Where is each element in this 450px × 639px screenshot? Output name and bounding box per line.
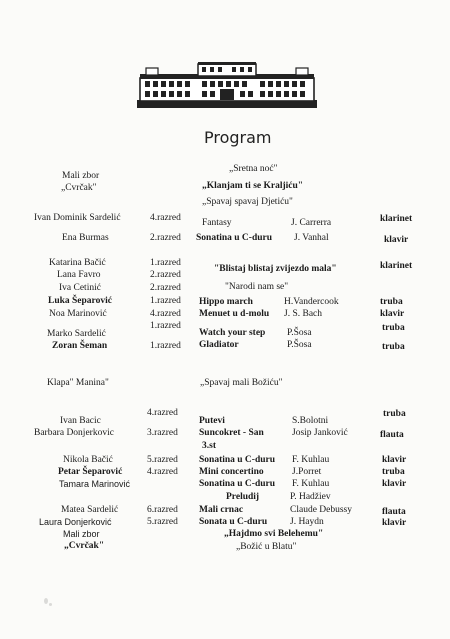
ensemble-name: Klapa" Manina" xyxy=(47,378,109,388)
piece-title: „Spavaj spavaj Djetiću" xyxy=(202,197,293,207)
composer: P.Šosa xyxy=(287,328,312,338)
school-building-logo xyxy=(136,60,318,110)
instrument: truba xyxy=(382,342,405,352)
ensemble-name: „Cvrčak" xyxy=(64,541,105,551)
grade: 2.razred xyxy=(150,283,181,293)
instrument: truba xyxy=(380,297,403,307)
instrument: klavir xyxy=(380,309,405,319)
performer: Ivan Dominik Sardelić xyxy=(34,213,121,223)
composer: P.Šosa xyxy=(287,340,312,350)
composer: F. Kuhlau xyxy=(292,455,330,465)
composer: J.Porret xyxy=(292,467,322,477)
scan-speck xyxy=(49,603,52,606)
performer: Ena Burmas xyxy=(62,233,109,243)
piece-title: Preludij xyxy=(226,492,260,502)
performer: Matea Sardelić xyxy=(61,505,119,515)
performer: Marko Sardelić xyxy=(47,329,106,339)
instrument: flauta xyxy=(382,507,406,517)
piece-title: "Blistaj blistaj zvijezdo mala" xyxy=(214,264,337,274)
performer: Laura Donjerković xyxy=(39,517,112,527)
grade: 4.razred xyxy=(150,213,181,223)
instrument: klarinet xyxy=(380,214,413,224)
composer: H.Vandercook xyxy=(284,297,339,307)
piece-title: "Narodi nam se" xyxy=(225,282,289,292)
composer: Claude Debussy xyxy=(290,505,353,515)
grade: 4.razred xyxy=(147,408,178,418)
instrument: truba xyxy=(383,409,406,419)
piece-title: Suncokret - San xyxy=(199,428,264,438)
piece-title: Fantasy xyxy=(202,218,232,228)
piece-title: Sonatina u C-duru xyxy=(199,479,276,489)
grade: 1.razred xyxy=(150,296,181,306)
instrument: klarinet xyxy=(380,261,413,271)
grade: 4.razred xyxy=(150,309,181,319)
instrument: klavir xyxy=(382,518,407,528)
piece-title: Sonatina u C-duru xyxy=(199,455,276,465)
grade: 1.razred xyxy=(150,258,181,268)
grade: 2.razred xyxy=(150,233,181,243)
grade: 1.razred xyxy=(150,341,181,351)
performer: Luka Šeparović xyxy=(48,296,112,306)
performer: Iva Cetinić xyxy=(59,283,101,293)
performer: Zoran Šeman xyxy=(52,341,108,351)
scan-speck xyxy=(44,598,48,604)
grade: 5.razred xyxy=(147,455,178,465)
piece-title: Hippo march xyxy=(199,297,253,307)
page-title: Program xyxy=(204,128,272,147)
piece-title: 3.st xyxy=(202,441,216,451)
piece-title: Sonatina u C-duru xyxy=(196,233,273,243)
ensemble-name: „Cvrčak" xyxy=(61,183,97,193)
composer: J. Haydn xyxy=(290,517,324,527)
composer: J. S. Bach xyxy=(284,309,322,319)
grade: 6.razred xyxy=(147,505,178,515)
composer: Josip Janković xyxy=(292,428,348,438)
piece-title: Gladiator xyxy=(199,340,239,350)
composer: P. Hadžiev xyxy=(290,492,331,502)
piece-title: „Božić u Blatu" xyxy=(236,542,297,552)
grade: 3.razred xyxy=(147,428,178,438)
composer: J. Vanhal xyxy=(294,233,329,243)
piece-title: Mini concertino xyxy=(199,467,264,477)
piece-title: Sonata u C-duru xyxy=(199,517,268,527)
piece-title: „Klanjam ti se Kraljiću" xyxy=(202,181,304,191)
composer: J. Carrerra xyxy=(291,218,332,228)
instrument: truba xyxy=(382,323,405,333)
ensemble-name: Mali zbor xyxy=(62,171,100,181)
instrument: klavir xyxy=(382,455,407,465)
instrument: truba xyxy=(382,467,405,477)
performer: Katarina Bačić xyxy=(49,258,106,268)
performer: Tamara Marinović xyxy=(59,479,131,489)
grade: 5.razred xyxy=(147,517,178,527)
instrument: klavir xyxy=(384,235,409,245)
instrument: klavir xyxy=(382,479,407,489)
performer: Nikola Bačić xyxy=(63,455,113,465)
performer: Ivan Bacic xyxy=(60,416,101,426)
instrument: flauta xyxy=(380,430,404,440)
performer: Noa Marinović xyxy=(49,309,107,319)
grade: 4.razred xyxy=(147,467,178,477)
piece-title: Mali crnac xyxy=(199,505,244,515)
grade: 1.razred xyxy=(150,321,181,331)
performer: Barbara Donjerkovic xyxy=(34,428,114,438)
grade: 2.razred xyxy=(150,270,181,280)
piece-title: Putevi xyxy=(199,416,225,426)
piece-title: „Spavaj mali Božiću" xyxy=(200,378,283,388)
piece-title: „Sretna noć" xyxy=(229,164,278,174)
composer: F. Kuhlau xyxy=(292,479,330,489)
piece-title: Menuet u d-molu xyxy=(199,309,270,319)
composer: S.Bolotni xyxy=(292,416,329,426)
piece-title: Watch your step xyxy=(199,328,266,338)
performer: Petar Šeparović xyxy=(58,467,123,477)
piece-title: „Hajdmo svi Belehemu" xyxy=(224,529,324,539)
performer: Lana Favro xyxy=(57,270,101,280)
ensemble-name: Mali zbor xyxy=(63,529,100,539)
